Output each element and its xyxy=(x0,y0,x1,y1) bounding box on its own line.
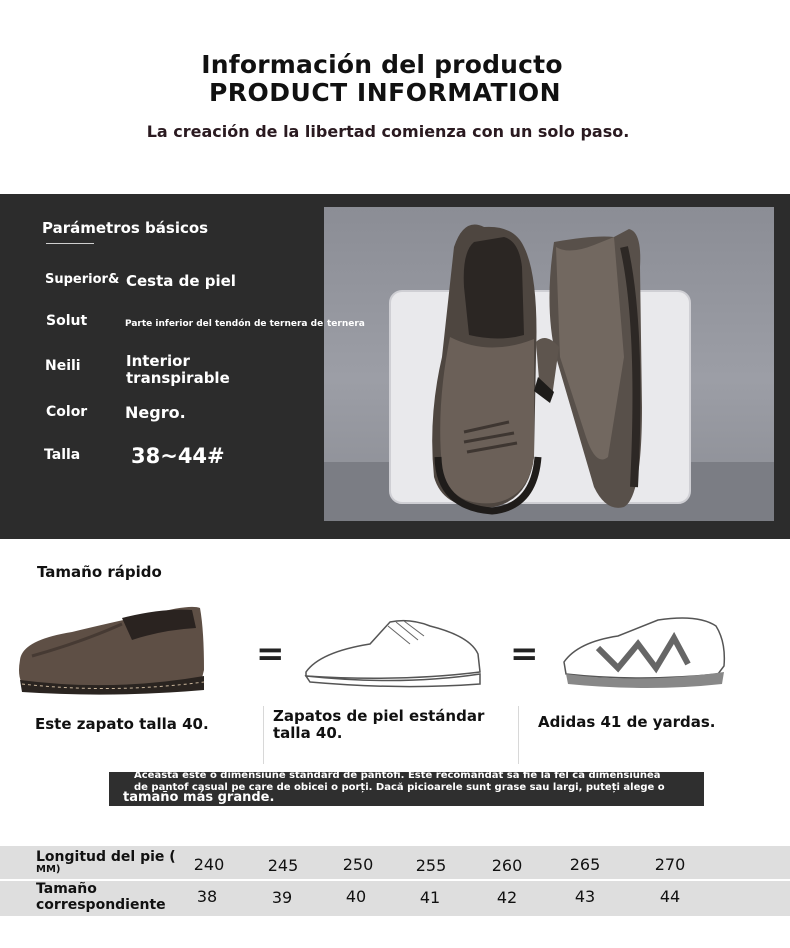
size-cell: 39 xyxy=(271,888,293,907)
params-underline xyxy=(46,243,94,244)
param-label-color: Color xyxy=(46,404,88,420)
size-cell: 40 xyxy=(345,887,367,906)
row-label-size-1: Tamaño xyxy=(36,881,97,897)
param-label-size: Talla xyxy=(44,447,81,463)
param-value-size: 38~44# xyxy=(131,444,225,468)
foot-length-cell: 255 xyxy=(415,856,447,875)
subtitle: La creación de la libertad comienza con un solo paso. xyxy=(146,122,630,141)
param-value-lining-2: transpirable xyxy=(126,369,230,387)
foot-length-cell: 245 xyxy=(267,856,299,875)
foot-length-cell: 260 xyxy=(491,856,523,875)
sneaker-sketch xyxy=(558,612,730,692)
param-label-upper: Superior& xyxy=(45,272,120,287)
size-cell: 43 xyxy=(574,887,596,906)
param-label-lining: Neili xyxy=(45,358,81,374)
foot-length-cell: 250 xyxy=(342,855,374,874)
title-english: PRODUCT INFORMATION xyxy=(208,78,562,107)
equals-sign-1: = xyxy=(256,634,285,674)
param-value-sole: Parte inferior del tendón de ternera de xyxy=(125,319,324,329)
param-value-lining xyxy=(126,353,230,387)
param-value-color: Negro. xyxy=(125,403,186,422)
caption-leather-shoe-line1: Zapatos de piel estándar xyxy=(273,707,485,725)
quick-size-title: Tamaño rápido xyxy=(37,563,162,581)
size-cell: 44 xyxy=(659,887,681,906)
divider-1 xyxy=(263,706,264,764)
row-label-foot-length-unit: MM) xyxy=(36,864,61,875)
caption-this-shoe: Este zapato talla 40. xyxy=(35,715,209,733)
size-cell: 41 xyxy=(419,888,441,907)
divider-2 xyxy=(518,706,519,764)
size-cell: 38 xyxy=(196,887,218,906)
param-value-sole-extra: ternera xyxy=(327,319,365,329)
size-note-box xyxy=(109,772,704,806)
row-label-foot-length-main: Longitud del pie ( xyxy=(36,849,176,865)
row-label-size xyxy=(36,881,166,913)
caption-leather-shoe xyxy=(273,708,484,742)
foot-length-cell: 265 xyxy=(569,855,601,874)
caption-adidas: Adidas 41 de yardas. xyxy=(538,713,716,731)
shoe-photo-illustration xyxy=(324,207,774,521)
caption-leather-shoe-line2: talla 40. xyxy=(273,724,343,742)
row-label-foot-length xyxy=(36,849,176,875)
equals-sign-2: = xyxy=(510,634,539,674)
row-label-size-2: correspondiente xyxy=(36,897,166,913)
param-label-sole: Solut xyxy=(46,313,88,329)
params-title: Parámetros básicos xyxy=(42,219,209,237)
foot-length-cell: 270 xyxy=(654,855,686,874)
brown-loafer-image xyxy=(12,600,208,700)
size-note-emphasis: tamaño más grande. xyxy=(123,790,275,805)
leather-dress-shoe-sketch xyxy=(300,612,486,692)
foot-length-cell: 240 xyxy=(193,855,225,874)
param-value-upper: Cesta de piel xyxy=(126,272,236,290)
product-photo xyxy=(324,207,774,521)
size-note-text: Aceasta este o dimensiune standard de pantofi. Este recomandat să fie la fel ca dimensiunea de pantof casual pe care de obicei o porți. Dacă picioarele sunt grase sau largi, puteți alege o xyxy=(134,770,665,793)
title-spanish: Información del producto xyxy=(201,50,563,79)
size-cell: 42 xyxy=(496,888,518,907)
param-value-lining-1: Interior xyxy=(126,352,190,370)
